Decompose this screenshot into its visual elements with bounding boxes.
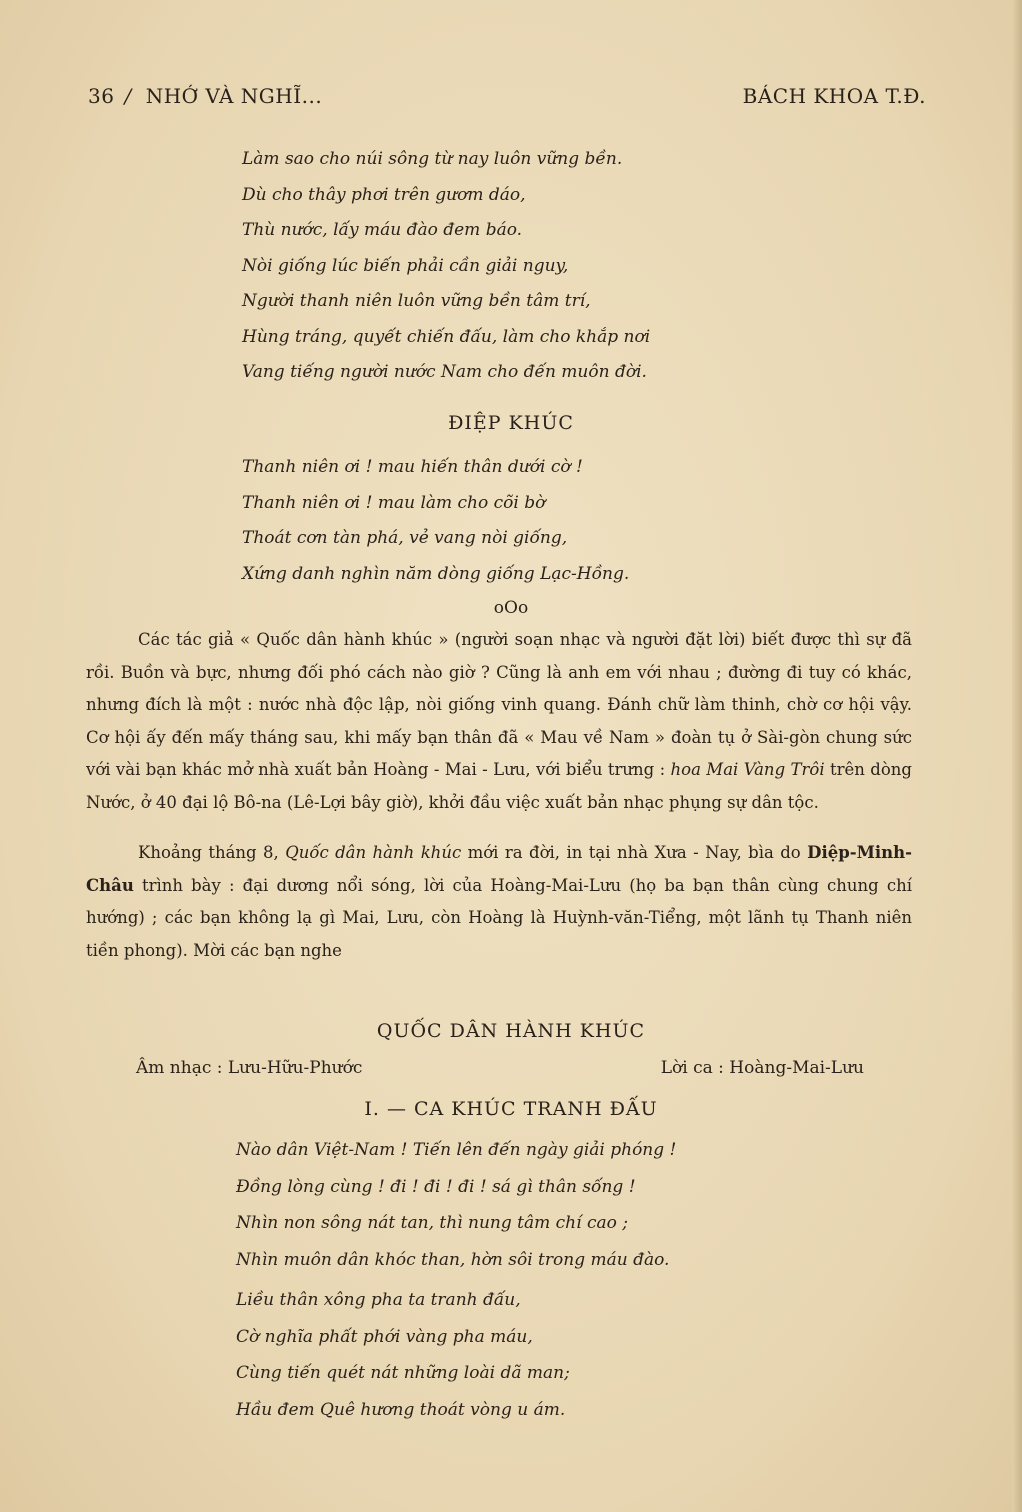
header-slash: / (124, 84, 132, 108)
poem-verse (242, 142, 802, 391)
publication-name: BÁCH KHOA T.Đ. (742, 84, 926, 108)
paragraph (86, 624, 912, 819)
paragraph (86, 837, 912, 967)
poem-line: Vang tiếng người nước Nam cho đến muôn đời. (242, 362, 647, 382)
refrain-line: Thanh niên ơi ! mau hiến thân dưới cờ ! (242, 457, 583, 477)
poem-line: Làm sao cho núi sông từ nay luôn vững bền. (242, 149, 623, 169)
paragraph-text: trên dòng Nước, ở 40 đại lộ Bô-na (Lê-Lợi bây giờ), khởi đầu việc xuất bản nhạc phụng sự dân tộc. (86, 760, 912, 812)
poem-line: Nòi giống lúc biến phải cần giải nguy, (242, 255, 569, 276)
paragraph-name: Diệp-Minh-Châu (86, 843, 912, 895)
running-header (88, 84, 926, 116)
refrain-verse (242, 450, 802, 592)
song-line: Liều thân xông pha ta tranh đấu, (236, 1290, 521, 1310)
paragraph-text: trình bày : đại dương nổi sóng, lời của Hoàng-Mai-Lưu (họ ba bạn thân cùng chung chí hướng) ; các bạn không lạ gì Mai, Lưu, còn Hoàng là (86, 875, 912, 927)
paragraph-text: , một lãnh tụ Thanh niên tiền phong). Mời các bạn nghe (86, 908, 912, 960)
paragraph-name: Huỳnh-văn-Tiểng (552, 908, 697, 927)
paragraph-text: « Quốc dân hành khúc » (240, 630, 449, 649)
refrain-title: ĐIỆP KHÚC (448, 412, 574, 434)
refrain-line: Thoát cơn tàn phá, vẻ vang nòi giống, (242, 528, 568, 548)
song-line: Nhìn muôn dân khóc than, hờn sôi trong máu đào. (236, 1249, 670, 1270)
paragraph-emphasis: hoa Mai Vàng Trôi (670, 760, 825, 779)
song-line: Nào dân Việt-Nam ! Tiến lên đến ngày giải phóng ! (236, 1140, 677, 1160)
song-section-title: I. — CA KHÚC TRANH ĐẤU (364, 1098, 658, 1120)
poem-line: Người thanh niên luôn vững bền tâm trí, (242, 291, 591, 311)
page-edge (1012, 0, 1022, 1512)
refrain-line: Xứng danh nghìn năm dòng giống Lạc-Hồng. (242, 563, 630, 584)
song-line: Cùng tiến quét nát những loài dã man; (236, 1363, 570, 1383)
body-text (86, 624, 912, 967)
paragraph-emphasis: Quốc dân hành khúc (285, 843, 462, 862)
refrain-line: Thanh niên ơi ! mau làm cho cõi bờ (242, 492, 546, 513)
paragraph-text: (người soạn nhạc và người đặt lời) biết được thì sự đã rồi. Buồn và bực, nhưng đối phó cách nào giờ ? Cũng là anh em với nhau ; đường đi tuy có khác, nhưng đích là một : nước nhà độc lập, nòi giống vinh quang. Đánh chữ làm thinh, chờ cơ hội vậy. Cơ hội ấy đến mấy tháng sau, khi mấy bạn thân đã « Mau về Nam » đoàn tụ ở Sài-gòn chung sức với vài bạn khác mở nhà xuất bản Hoàng - Mai - Lưu, với biểu trưng : (86, 630, 913, 779)
song-line: Hầu đem Quê hương thoát vòng u ám. (236, 1399, 566, 1420)
paragraph-text: mới ra đời, in tại nhà Xưa - Nay, bìa do (461, 843, 808, 862)
section-title: NHỚ VÀ NGHĨ... (145, 84, 323, 108)
music-credit: Âm nhạc : Lưu-Hữu-Phước (136, 1058, 363, 1078)
page-number: 36 (88, 84, 115, 108)
poem-line: Dù cho thây phơi trên gươm dáo, (242, 184, 526, 205)
paragraph-text: Khoảng tháng 8, (138, 843, 286, 862)
poem-line: Hùng tráng, quyết chiến đấu, làm cho khắp nơi (242, 326, 651, 347)
song-line: Nhìn non sông nát tan, thì nung tâm chí cao ; (236, 1213, 628, 1233)
song-line: Đồng lòng cùng ! đi ! đi ! đi ! sá gì thân sống ! (236, 1176, 636, 1197)
poem-line: Thù nước, lấy máu đào đem báo. (242, 220, 523, 240)
song-line: Cờ nghĩa phất phới vàng pha máu, (236, 1326, 533, 1347)
song-credits (136, 1058, 864, 1088)
lyrics-credit: Lời ca : Hoàng-Mai-Lưu (660, 1058, 864, 1078)
song-verse (236, 1132, 836, 1428)
paragraph-text: Các tác giả (138, 630, 234, 649)
section-separator: oOo (493, 598, 529, 618)
song-title: QUỐC DÂN HÀNH KHÚC (376, 1020, 646, 1042)
